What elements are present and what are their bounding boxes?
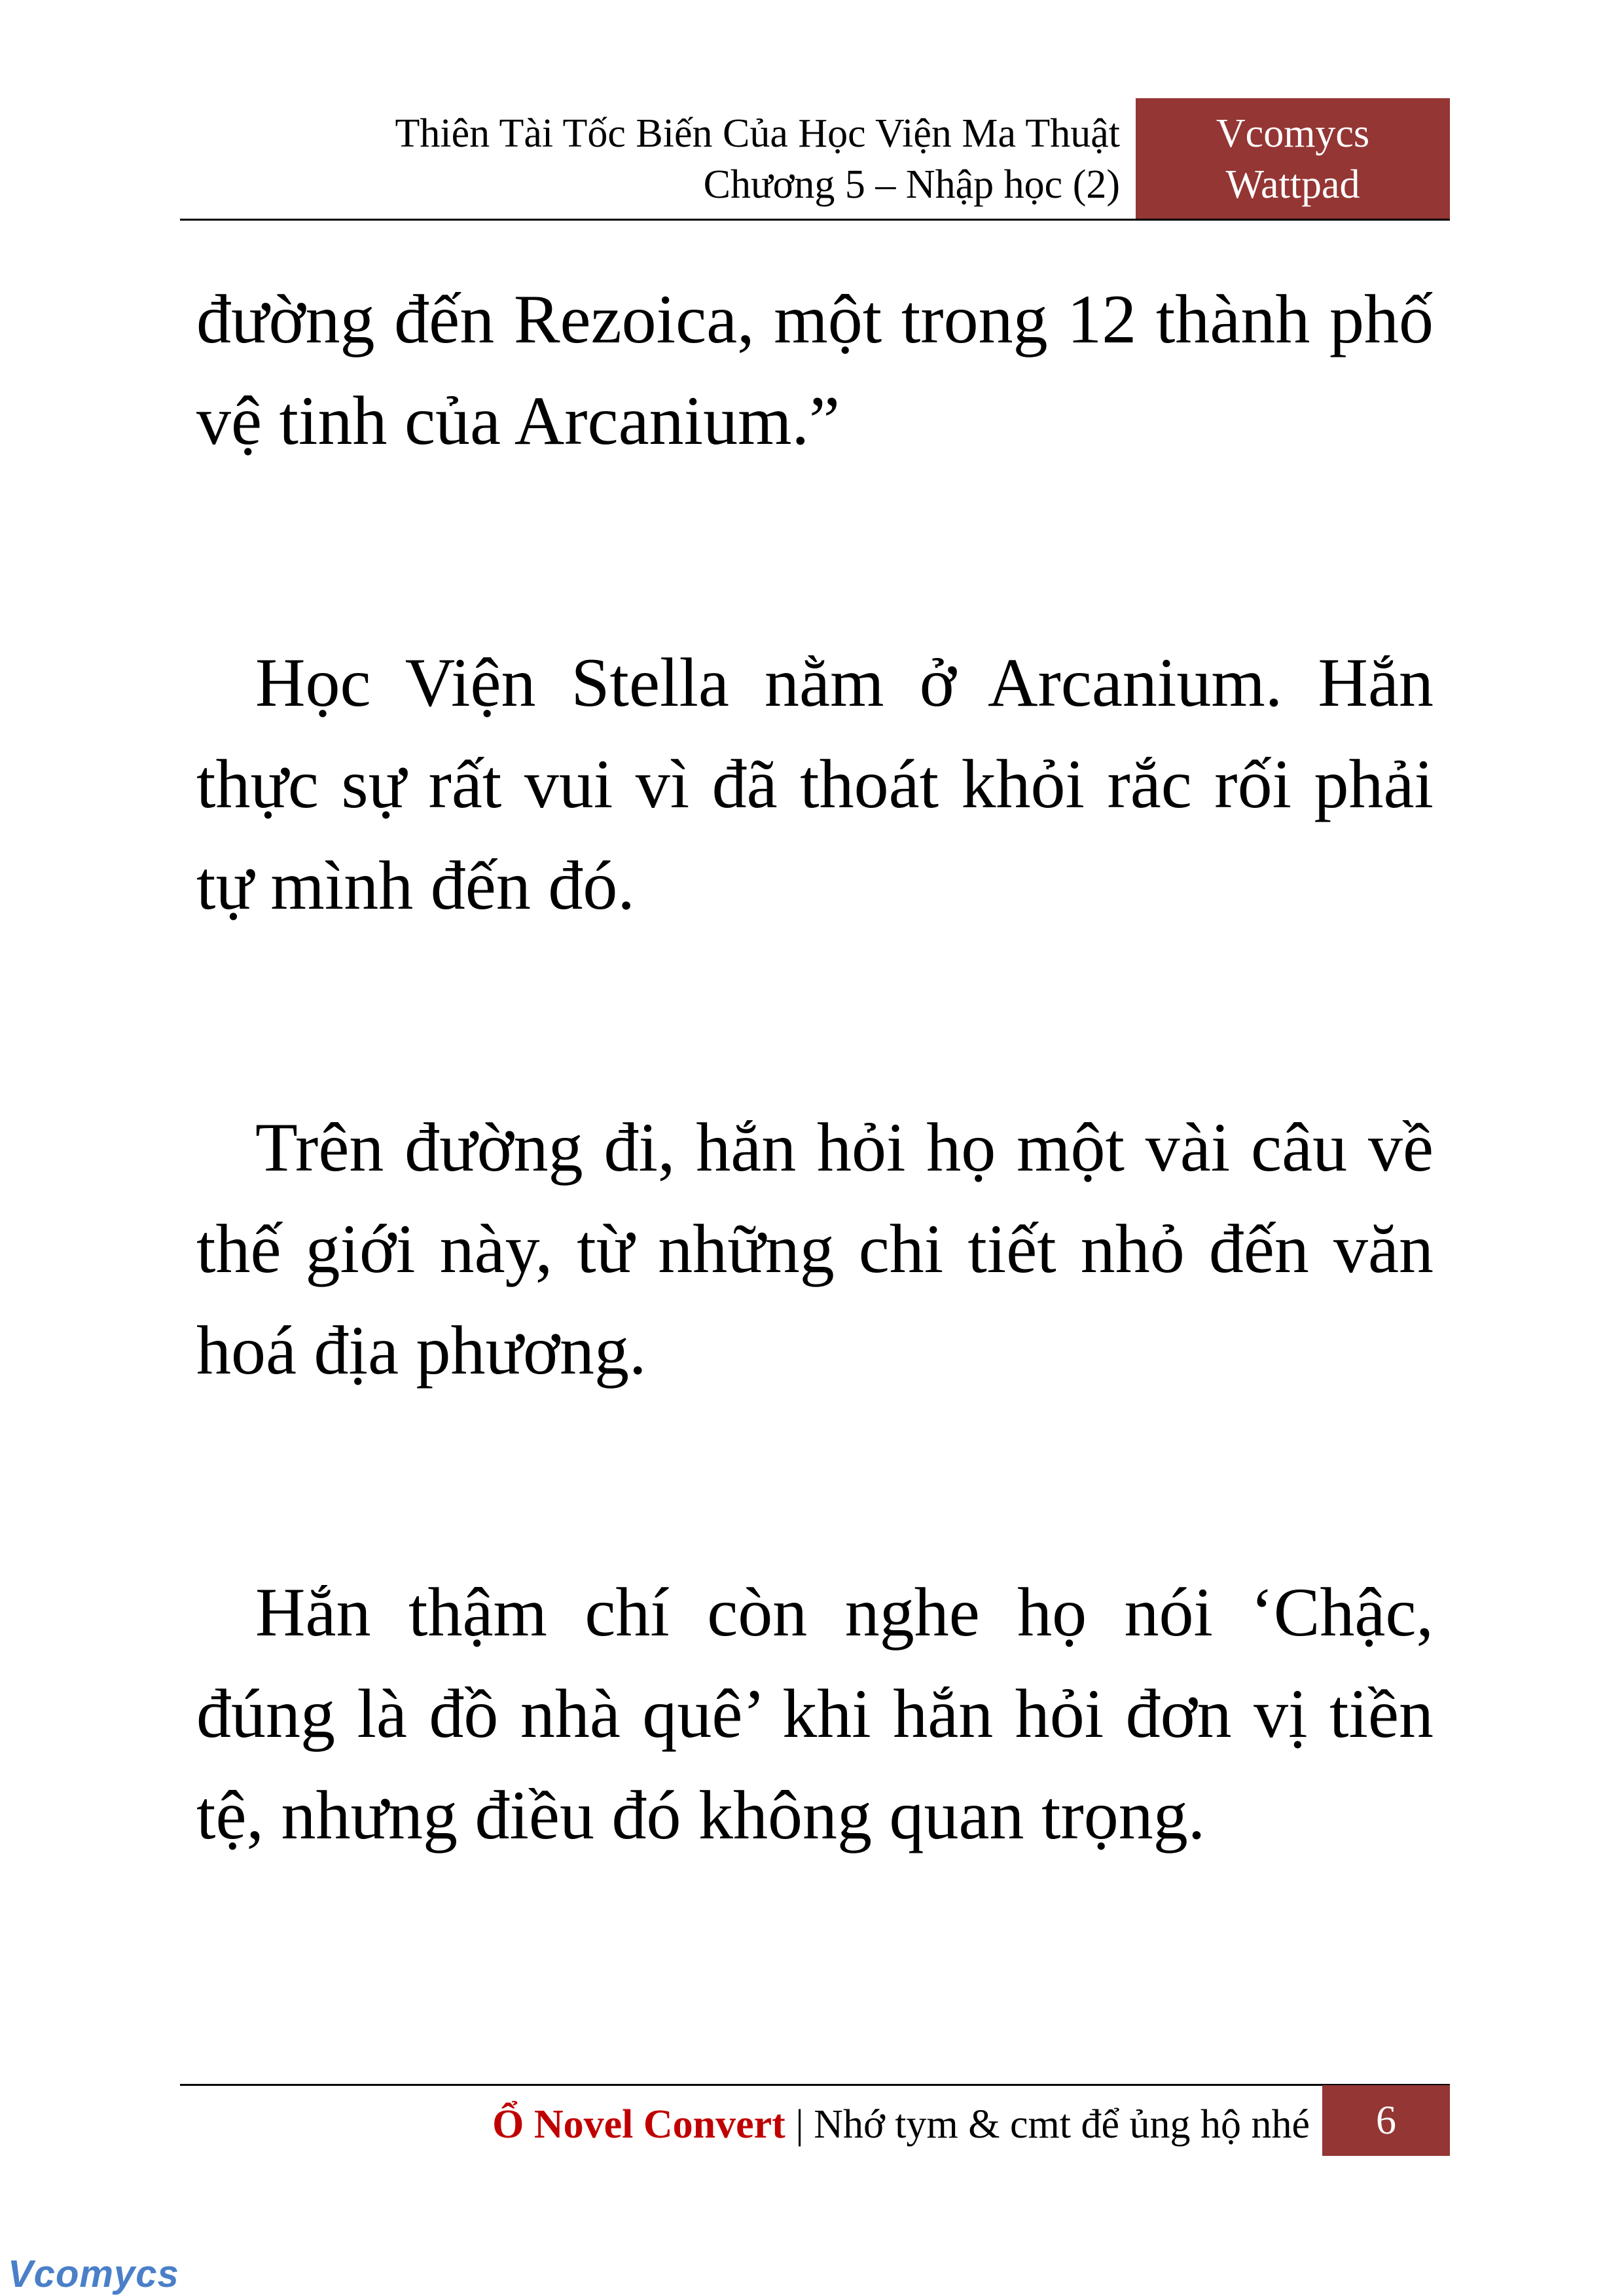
page-body <box>196 268 1434 2026</box>
footer-note: Nhớ tym & cmt để ủng hộ nhé <box>814 2102 1310 2147</box>
paragraph-2: Học Viện Stella nằm ở Arcanium. Hắn thực sự rất vui vì đã thoát khỏi rắc rối phải tự mình đến đó. <box>196 644 1434 924</box>
source-badge-line1: Vcomycs <box>1216 111 1370 156</box>
chapter-title: Chương 5 – Nhập học (2) <box>703 162 1120 207</box>
footer-line <box>492 2095 1310 2154</box>
paragraph-3: Trên đường đi, hắn hỏi họ một vài câu về thế giới này, từ những chi tiết nhỏ đến văn hoá địa phương. <box>196 1109 1434 1389</box>
paragraph-1: đường đến Rezoica, một trong 12 thành phố vệ tinh của Arcanium.” <box>196 281 1434 459</box>
page-number: 6 <box>1322 2085 1450 2156</box>
footer-brand: Ổ Novel Convert <box>492 2102 785 2147</box>
header-divider <box>180 219 1450 221</box>
paragraph-4: Hắn thậm chí còn nghe họ nói ‘Chậc, đúng là đồ nhà quê’ khi hắn hỏi đơn vị tiền tệ, nhưng điều đó không quan trọng. <box>196 1574 1434 1853</box>
book-title: Thiên Tài Tốc Biến Của Học Viện Ma Thuật <box>395 111 1120 156</box>
footer-divider <box>180 2084 1450 2086</box>
source-badge-line2: Wattpad <box>1225 162 1360 207</box>
watermark-logo: Vcomycs <box>8 2253 179 2295</box>
footer-separator: | <box>795 2102 804 2147</box>
running-header <box>73 108 1120 210</box>
source-badge <box>1136 98 1450 220</box>
